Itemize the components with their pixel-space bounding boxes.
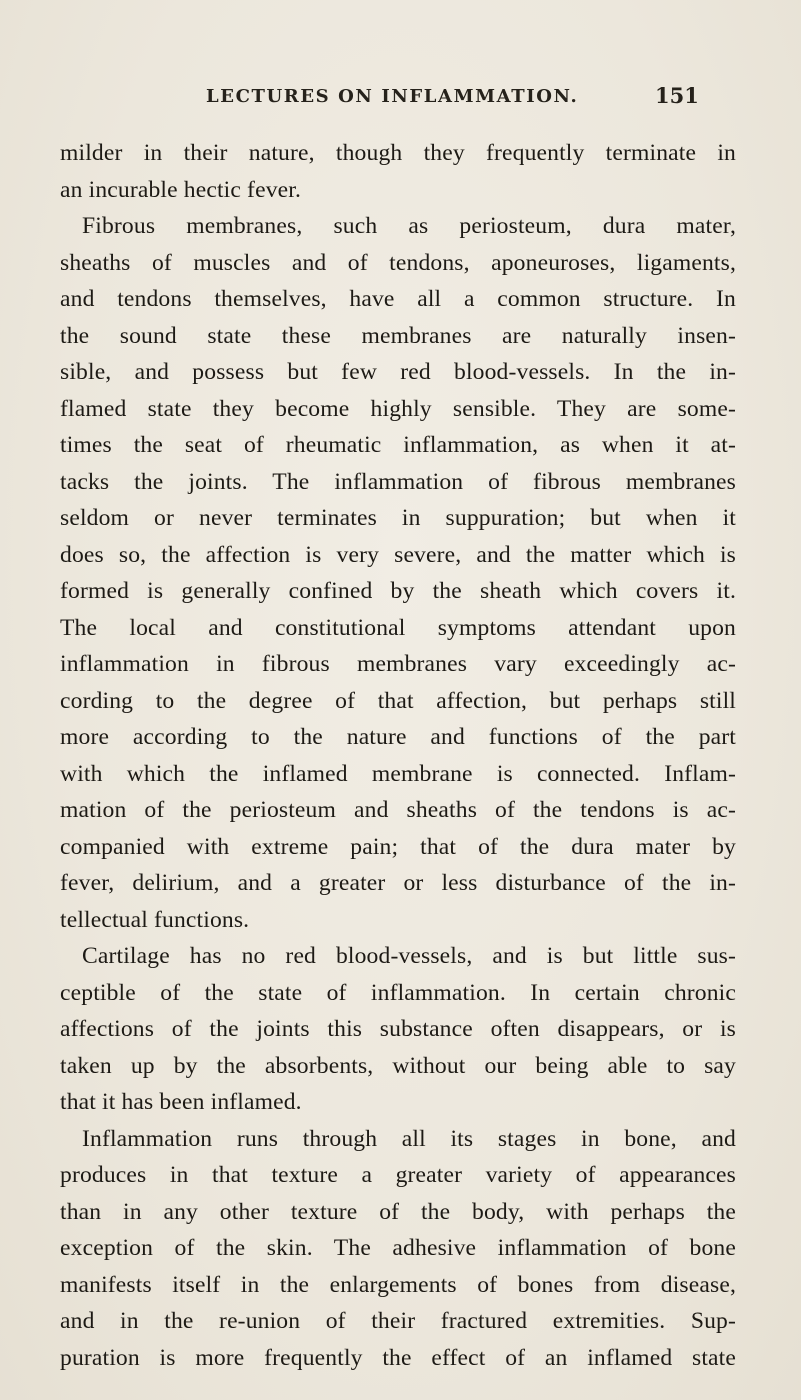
text-line: exception of the skin. The adhesive inflammation of bone	[60, 1235, 736, 1261]
text-line: and in the re-union of their fractured extremities. Sup-	[60, 1308, 736, 1334]
paragraph-start-line: Inflammation runs through all its stages in bone, and	[82, 1125, 736, 1152]
text-line: produces in that texture a greater variety of appearances	[60, 1162, 736, 1188]
text-line: does so, the affection is very severe, and the matter which is	[60, 541, 736, 568]
running-head	[0, 83, 801, 116]
text-line: puration is more frequently the effect of an inflamed state	[60, 1344, 736, 1371]
text-line: and tendons themselves, have all a common structure. In	[60, 286, 736, 312]
text-line: more according to the nature and functions of the part	[60, 724, 736, 750]
page-number: 151	[655, 83, 699, 108]
text-line: affections of the joints this substance often disappears, or is	[60, 1016, 736, 1042]
text-line: sheaths of muscles and of tendons, aponeuroses, ligaments,	[60, 249, 736, 276]
text-line: than in any other texture of the body, with perhaps the	[60, 1198, 736, 1225]
text-line: the sound state these membranes are naturally insen-	[60, 322, 736, 349]
text-line: inflammation in fibrous membranes vary exceedingly ac-	[60, 651, 736, 677]
text-line: cording to the degree of that affection, but perhaps still	[60, 687, 736, 714]
paragraph-start-line: Fibrous membranes, such as periosteum, dura mater,	[82, 213, 736, 239]
text-line: taken up by the absorbents, without our being able to say	[60, 1052, 736, 1079]
body-text	[60, 135, 736, 1376]
text-line: milder in their nature, though they frequently terminate in	[60, 140, 736, 166]
text-line: sible, and possess but few red blood-vessels. In the in-	[60, 359, 736, 385]
text-line: seldom or never terminates in suppuration; but when it	[60, 505, 736, 531]
running-title: LECTURES ON INFLAMMATION.	[206, 86, 579, 107]
text-line: an incurable hectic fever.	[60, 176, 302, 203]
text-line: companied with extreme pain; that of the dura mater by	[60, 833, 736, 860]
text-line: tellectual functions.	[60, 906, 250, 933]
text-line: with which the inflamed membrane is connected. Inflam-	[60, 760, 736, 787]
text-line: formed is generally confined by the sheath which covers it.	[60, 578, 736, 604]
text-line: mation of the periosteum and sheaths of the tendons is ac-	[60, 797, 736, 823]
text-line: times the seat of rheumatic inflammation, as when it at-	[60, 432, 736, 458]
text-line: that it has been inflamed.	[60, 1089, 302, 1115]
text-line: fever, delirium, and a greater or less disturbance of the in-	[60, 870, 736, 896]
text-line: ceptible of the state of inflammation. In certain chronic	[60, 979, 736, 1006]
text-line: flamed state they become highly sensible. They are some-	[60, 395, 736, 422]
text-line: The local and constitutional symptoms attendant upon	[60, 614, 736, 641]
text-line: manifests itself in the enlargements of bones from disease,	[60, 1271, 736, 1298]
paragraph-start-line: Cartilage has no red blood-vessels, and is but little sus-	[82, 943, 736, 969]
text-line: tacks the joints. The inflammation of fibrous membranes	[60, 468, 736, 495]
